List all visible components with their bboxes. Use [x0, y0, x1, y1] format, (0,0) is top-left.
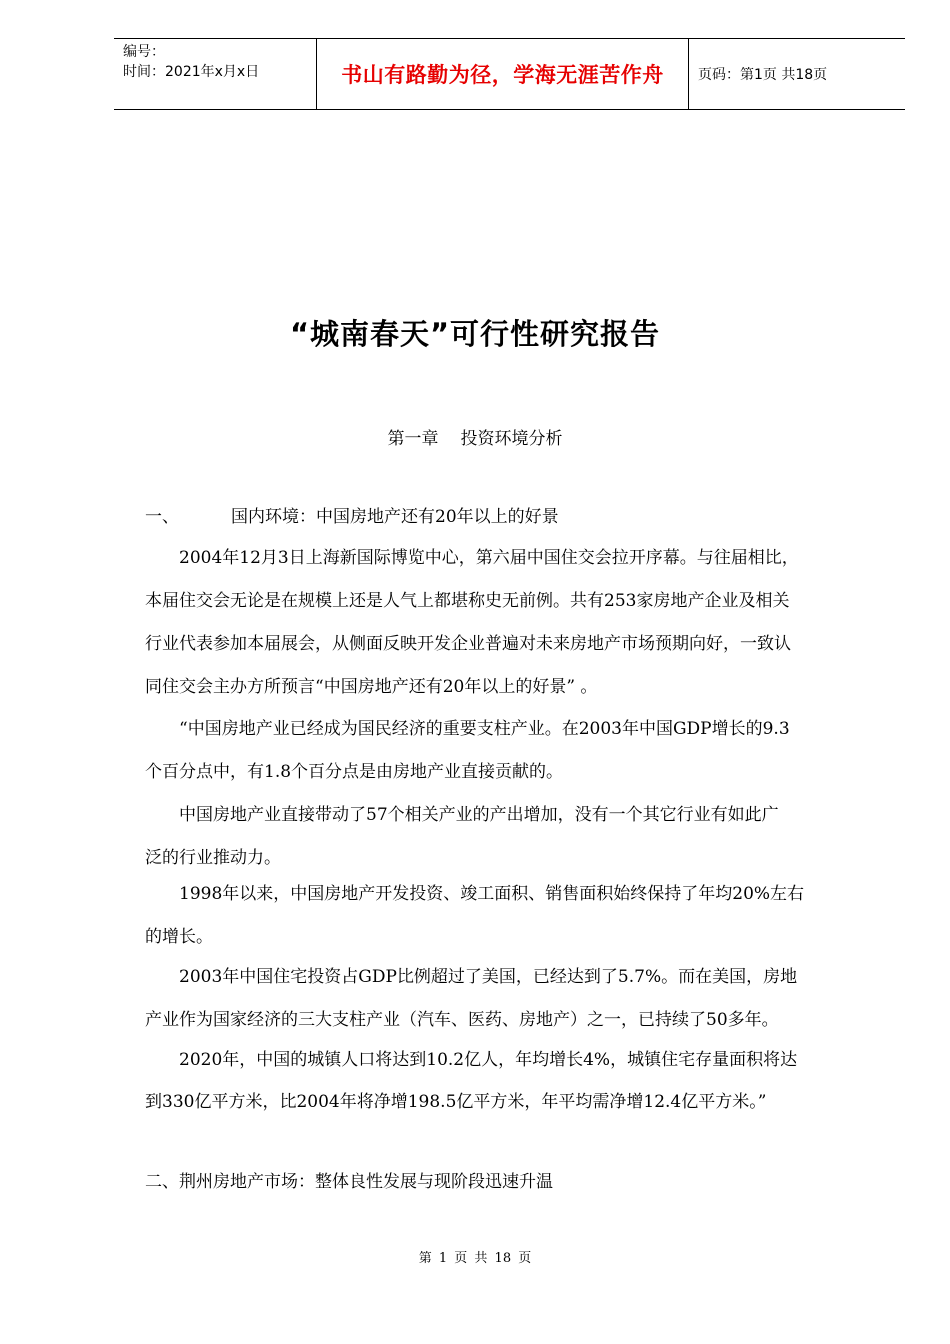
body-line: 2003年中国住宅投资占GDP比例超过了美国，已经达到了5.7%。而在美国，房地 [145, 967, 798, 987]
body-line: 同住交会主办方所预言“中国房地产还有20年以上的好景” 。 [145, 677, 598, 697]
header-page-info: 页码：第1页 共18页 [698, 67, 828, 83]
section-2-heading: 二、荆州房地产市场：整体良性发展与现阶段迅速升温 [145, 1172, 553, 1192]
body-line: 泛的行业推动力。 [145, 848, 281, 868]
section-1-number: 一、 [145, 507, 179, 527]
body-line: 1998年以来，中国房地产开发投资、竣工面积、销售面积始终保持了年均20%左右 [145, 884, 805, 904]
header-motto: 书山有路勤为径，学海无涯苦作舟 [316, 39, 689, 109]
chapter-title: 投资环境分析 [460, 429, 563, 449]
body-line: 本届住交会无论是在规模上还是人气上都堪称史无前例。共有253家房地产企业及相关 [145, 591, 790, 611]
header-meta [114, 39, 316, 109]
serial-label: 编号： [123, 44, 165, 60]
section-1-heading: 国内环境：中国房地产还有20年以上的好景 [231, 507, 559, 527]
document-title: “城南春天”可行性研究报告 [289, 317, 661, 351]
body-line: 产业作为国家经济的三大支柱产业（汽车、医药、房地产）之一，已持续了50多年。 [145, 1010, 779, 1030]
body-line: 行业代表参加本届展会，从侧面反映开发企业普遍对未来房地产市场预期向好，一致认 [145, 634, 791, 654]
time-label: 时间：2021年x月x日 [123, 64, 260, 80]
body-line: “中国房地产业已经成为国民经济的重要支柱产业。在2003年中国GDP增长的9.3 [145, 719, 790, 739]
page-header [114, 38, 905, 110]
chapter-heading [0, 424, 950, 449]
body-line: 中国房地产业直接带动了57个相关产业的产出增加，没有一个其它行业有如此广 [145, 805, 779, 825]
body-line: 个百分点中，有1.8个百分点是由房地产业直接贡献的。 [145, 762, 564, 782]
body-line: 到330亿平方米，比2004年将净增198.5亿平方米，年平均需净增12.4亿平方米。” [145, 1092, 767, 1112]
body-line: 2004年12月3日上海新国际博览中心，第六届中国住交会拉开序幕。与往届相比， [145, 548, 799, 568]
body-line: 2020年，中国的城镇人口将达到10.2亿人，年均增长4%，城镇住宅存量面积将达 [145, 1050, 798, 1070]
chapter-number: 第一章 [387, 429, 439, 449]
body-line: 的增长。 [145, 927, 213, 947]
page-footer: 第 1 页 共 18 页 [418, 1251, 532, 1266]
